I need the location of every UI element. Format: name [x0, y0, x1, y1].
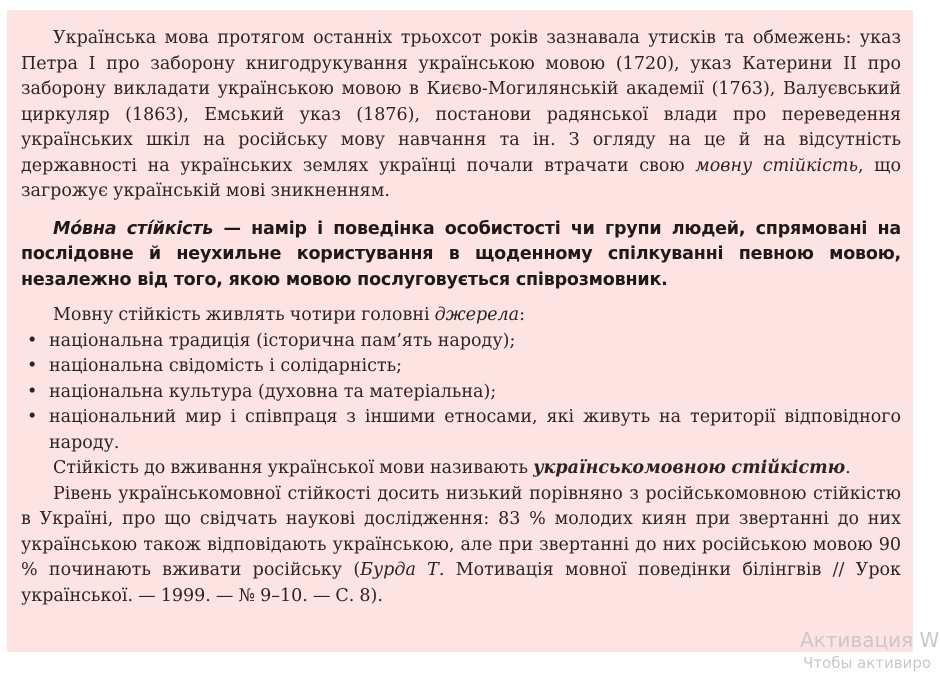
bullet-icon: • — [27, 407, 38, 427]
language-stability-term: мовну стійкість — [695, 155, 859, 176]
sources-intro-end: : — [519, 305, 526, 325]
citation-text: Мотивація мовної поведінки білінгвів // Урок української. — 1999. — № 9–10. — С. 8). — [21, 560, 901, 606]
definition-text: — намір і поведінка особистості чи групи людей, спрямовані на послідовне й неухильне користування в щоденному спілкуванні певною мовою, незалежно від того, якою мовою послуговується співрозмовник. — [21, 218, 901, 290]
citation-author: Бурда Т. — [360, 560, 445, 580]
paragraph-ukrainian-stability — [21, 456, 901, 482]
paragraph-history-end: , що загрожує українській мові зникненням. — [21, 155, 901, 201]
sources-intro — [21, 303, 901, 329]
sources-list — [21, 329, 901, 457]
paragraph-ukrainian-stability-text: Стійкість до вживання української мови називають — [53, 458, 534, 478]
list-item — [21, 329, 901, 355]
definition-block — [21, 217, 901, 294]
list-item-text: національна традиція (історична пам’ять народу); — [49, 330, 516, 351]
windows-activation-watermark — [800, 628, 940, 672]
bullet-icon: • — [27, 330, 38, 351]
paragraph-ukrainian-stability-end: . — [845, 458, 851, 478]
definition-term: Мо́вна сті́йкість — [53, 218, 214, 239]
list-item — [21, 380, 901, 406]
list-item-text: національна культура (духовна та матеріальна); — [49, 381, 497, 402]
watermark-line-1: Активация W — [800, 628, 940, 652]
paragraph-research-text: Рівень українськомовної стійкості досить низький порівняно з російськомовною стійкістю в Україні, про що свідчать наукові дослідження: 83 % молодих киян при звертанні до них українською також відповідають українською, але при звертанні до них російською мовою 90 % починають вживати російську ( — [21, 483, 901, 580]
list-item-text: національна свідомість і солідарність; — [49, 356, 403, 376]
bullet-icon: • — [27, 381, 38, 402]
bullet-icon: • — [27, 356, 38, 376]
sources-intro-term: джерела — [434, 305, 520, 325]
textbook-panel — [7, 10, 913, 652]
paragraph-research — [21, 482, 901, 610]
sources-intro-text: Мовну стійкість живлять чотири головні — [53, 305, 435, 325]
list-item — [21, 405, 901, 456]
paragraph-history-text: Українська мова протягом останніх трьохсот років зазнавала утисків та обмежень: указ Петра I про заборону книгодрукування українською мовою (1720), указ Катерини II про заборону викладати українською мовою в Києво-Могилянській академії (1763), Валуєвський циркуляр (1863), Емський указ (1876), постанови радянської влади про переведення українських шкіл на російську мову навчання та ін. З огляду на це й на відсутність державності на українських землях українці почали втрачати свою — [21, 28, 901, 176]
ukrainian-stability-term: українськомовною стійкістю — [533, 458, 846, 478]
watermark-line-2: Чтобы активиро — [803, 654, 932, 672]
list-item — [21, 354, 901, 380]
paragraph-history — [21, 26, 901, 205]
list-item-text: національний мир і співпраця з іншими етносами, які живуть на території відповідного народу. — [49, 407, 901, 453]
